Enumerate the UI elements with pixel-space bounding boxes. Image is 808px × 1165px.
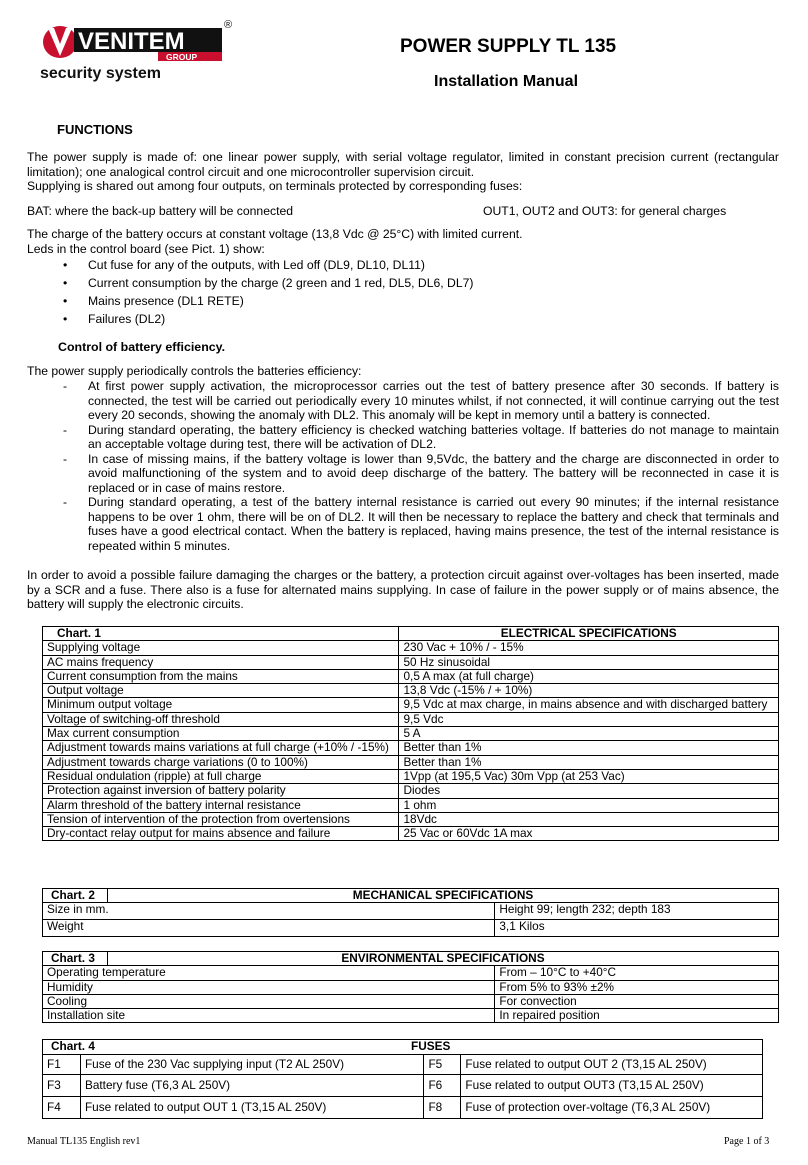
protection-paragraph: In order to avoid a possible failure damaging the charges or the battery, a protection circuit against over-voltages has been inserted, made by a SCR and a fuse. There also is a fuse for alternated mains supplying. In case of failure in the power supply or of mains absence, the battery will supply the electronic circuits.	[27, 568, 779, 611]
environmental-specs-table	[42, 951, 779, 1023]
led-bullet-list	[63, 256, 763, 328]
table-row	[43, 712, 779, 726]
spec-value-cell: Better than 1%	[399, 755, 779, 769]
table-row	[43, 920, 779, 937]
spec-name-cell: AC mains frequency	[43, 655, 399, 669]
table-row	[43, 980, 779, 994]
table-row	[43, 1075, 763, 1097]
table-header-row	[43, 1040, 763, 1055]
spec-value-cell: 230 Vac + 10% / - 15%	[399, 641, 779, 655]
table-cell: Operating temperature	[43, 966, 495, 980]
list-item: • Mains presence (DL1 RETE)	[63, 292, 763, 310]
functions-para2: The charge of the battery occurs at constant voltage (13,8 Vdc @ 25°C) with limited current.	[27, 227, 523, 241]
table-row	[43, 669, 779, 683]
spec-name-cell: Max current consumption	[43, 727, 399, 741]
dash-marker: -	[63, 451, 68, 466]
footer-left: Manual TL135 English rev1	[27, 1136, 141, 1147]
chart-title: ENVIRONMENTAL SPECIFICATIONS	[107, 952, 778, 966]
battery-heading: Control of battery efficiency.	[58, 340, 226, 354]
battery-intro: The power supply periodically controls the batteries efficiency:	[27, 364, 362, 378]
table-cell: 3,1 Kilos	[495, 920, 779, 937]
table-header-row	[43, 952, 779, 966]
table-cell: From – 10°C to +40°C	[495, 966, 779, 980]
fuse-description: Battery fuse (T6,3 AL 250V)	[80, 1075, 423, 1097]
dash-text: At first power supply activation, the microprocessor carries out the test of battery presence after 30 seconds. If battery is connected, the test will be carried out periodically every 10 minutes whilst, if not connected, it will continue carrying out the test every 20 seconds, showing the anomaly with DL2. This anomaly will be kept in memory until a battery is connected.	[88, 379, 779, 422]
list-item	[63, 495, 779, 553]
charge-text	[27, 227, 779, 256]
table-cell: Size in mm.	[43, 903, 495, 920]
spec-name-cell: Voltage of switching-off threshold	[43, 712, 399, 726]
spec-value-cell: 1 ohm	[399, 798, 779, 812]
dash-marker: -	[63, 422, 68, 437]
table-row	[43, 655, 779, 669]
electrical-rows	[43, 641, 779, 841]
table-row	[43, 727, 779, 741]
table-cell: In repaired position	[495, 1009, 779, 1023]
logo-group-text: GROUP	[166, 52, 198, 62]
fuses-table	[42, 1039, 763, 1119]
table-row	[43, 784, 779, 798]
functions-para1b: Supplying is shared out among four outputs, on terminals protected by corresponding fuses:	[27, 179, 523, 193]
bat-output-text: BAT: where the back-up battery will be connected	[27, 204, 294, 218]
spec-value-cell: Diodes	[399, 784, 779, 798]
spec-value-cell: 1Vpp (at 195,5 Vac) 30m Vpp (at 253 Vac)	[399, 769, 779, 783]
battery-dash-list	[63, 379, 779, 553]
venitem-logo-graphic	[38, 16, 238, 86]
fuse-description: Fuse related to output OUT 2 (T3,15 AL 250V)	[461, 1055, 763, 1075]
dash-marker: -	[63, 379, 68, 393]
table-row	[43, 827, 779, 841]
spec-name-cell: Minimum output voltage	[43, 698, 399, 712]
logo-brand-text: VENITEM	[78, 28, 185, 55]
table-cell: Installation site	[43, 1009, 495, 1023]
functions-section	[27, 150, 779, 194]
spec-name-cell: Adjustment towards charge variations (0 to 100%)	[43, 755, 399, 769]
table-header-row	[43, 889, 779, 903]
spec-name-cell: Dry-contact relay output for mains absence and failure	[43, 827, 399, 841]
spec-value-cell: 25 Vac or 60Vdc 1A max	[399, 827, 779, 841]
table-row	[43, 966, 779, 980]
table-row	[43, 1009, 779, 1023]
spec-value-cell: Better than 1%	[399, 741, 779, 755]
chart-title: MECHANICAL SPECIFICATIONS	[107, 889, 778, 903]
spec-value-cell: 9,5 Vdc	[399, 712, 779, 726]
general-outputs-text: OUT1, OUT2 and OUT3: for general charges	[483, 204, 727, 218]
logo-tagline-text: security system	[40, 65, 161, 82]
functions-heading: FUNCTIONS	[57, 122, 133, 137]
spec-value-cell: 50 Hz sinusoidal	[399, 655, 779, 669]
page-number: Page 1 of 3	[724, 1136, 770, 1147]
fuse-description: Fuse of protection over-voltage (T6,3 AL 250V)	[461, 1097, 763, 1119]
list-item	[63, 379, 779, 423]
table-row	[43, 903, 779, 920]
spec-name-cell: Supplying voltage	[43, 641, 399, 655]
table-row	[43, 684, 779, 698]
table-row	[43, 769, 779, 783]
spec-name-cell: Residual ondulation (ripple) at full charge	[43, 769, 399, 783]
table-row	[43, 698, 779, 712]
dash-text: In case of missing mains, if the battery voltage is lower than 9,5Vdc, the battery and the charge are disconnected in order to avoid malfunctioning of the system and to avoid deep discharge of the battery. The battery will be reconnected in case it is replaced or in case of mains restore.	[88, 451, 779, 495]
dash-text: During standard operating, a test of the battery internal resistance is carried out every 90 minutes; if the internal resistance happens to be over 1 ohm, there will be on of DL2. It will then be necessary to replace the battery and check that terminals and fuses have a good electrical contact. When the battery is replaced, having mains presence, the test of the internal resistance is repeated within 5 minutes.	[88, 495, 779, 553]
table-row	[43, 994, 779, 1008]
spec-name-cell: Adjustment towards mains variations at full charge (+10% / -15%)	[43, 741, 399, 755]
company-logo	[38, 16, 238, 86]
table-cell: From 5% to 93% ±2%	[495, 980, 779, 994]
functions-para3: Leds in the control board (see Pict. 1) show:	[27, 241, 265, 256]
table-cell: Height 99; length 232; depth 183	[495, 903, 779, 920]
table-row	[43, 798, 779, 812]
table-row	[43, 641, 779, 655]
spec-name-cell: Output voltage	[43, 684, 399, 698]
table-cell: Humidity	[43, 980, 495, 994]
list-item: • Failures (DL2)	[63, 310, 763, 328]
document-subtitle: Installation Manual	[434, 73, 579, 90]
table-row	[43, 741, 779, 755]
mechanical-specs-table	[42, 888, 779, 937]
table-cell: Weight	[43, 920, 495, 937]
spec-value-cell: 0,5 A max (at full charge)	[399, 669, 779, 683]
dash-text: During standard operating, the battery efficiency is checked watching batteries voltage. If batteries do not manage to maintain an acceptable voltage during test, there will be activation of DL2.	[88, 422, 779, 451]
spec-name-cell: Tension of intervention of the protection from overtensions	[43, 812, 399, 826]
table-row	[43, 755, 779, 769]
spec-value-cell: 13,8 Vdc (-15% / + 10%)	[399, 684, 779, 698]
spec-name-cell: Current consumption from the mains	[43, 669, 399, 683]
fuse-description: Fuse related to output OUT3 (T3,15 AL 250V)	[461, 1075, 763, 1097]
fuse-id: F5	[424, 1055, 461, 1075]
electrical-specs-table	[42, 626, 779, 841]
table-row	[43, 812, 779, 826]
fuse-description: Fuse related to output OUT 1 (T3,15 AL 250V)	[80, 1097, 423, 1119]
spec-value-cell: 5 A	[399, 727, 779, 741]
fuse-description: Fuse of the 230 Vac supplying input (T2 AL 250V)	[80, 1055, 423, 1075]
dash-marker: -	[63, 495, 68, 509]
table-cell: For convection	[495, 994, 779, 1008]
chart-label: Chart. 4	[51, 1039, 95, 1053]
chart-label: Chart. 3	[43, 952, 108, 966]
spec-value-cell: 18Vdc	[399, 812, 779, 826]
chart-label: Chart. 2	[43, 889, 108, 903]
table-row	[43, 1097, 763, 1119]
list-item: • Cut fuse for any of the outputs, with Led off (DL9, DL10, DL11)	[63, 256, 763, 274]
spec-name-cell: Protection against inversion of battery polarity	[43, 784, 399, 798]
fuse-id: F4	[43, 1097, 81, 1119]
fuse-id: F3	[43, 1075, 81, 1097]
list-item: • Current consumption by the charge (2 green and 1 red, DL5, DL6, DL7)	[63, 274, 763, 292]
chart-header	[43, 1040, 763, 1055]
spec-name-cell: Alarm threshold of the battery internal resistance	[43, 798, 399, 812]
spec-value-cell: 9,5 Vdc at max charge, in mains absence and with discharged battery	[399, 698, 779, 712]
functions-para1: The power supply is made of: one linear power supply, with serial voltage regulator, limited in constant precision current (rectangular limitation); one analogical control circuit and one microcontroller supervision circuit.	[27, 150, 779, 179]
list-item	[63, 452, 779, 496]
list-item	[63, 423, 779, 452]
chart-label: Chart. 1	[43, 627, 399, 641]
registered-mark: ®	[224, 19, 233, 31]
chart-title: FUSES	[411, 1039, 451, 1053]
fuse-id: F8	[424, 1097, 461, 1119]
document-title: POWER SUPPLY TL 135	[400, 36, 617, 57]
table-header-row	[43, 627, 779, 641]
chart-title: ELECTRICAL SPECIFICATIONS	[399, 627, 779, 641]
fuse-id: F6	[424, 1075, 461, 1097]
table-row	[43, 1055, 763, 1075]
table-cell: Cooling	[43, 994, 495, 1008]
fuse-id: F1	[43, 1055, 81, 1075]
